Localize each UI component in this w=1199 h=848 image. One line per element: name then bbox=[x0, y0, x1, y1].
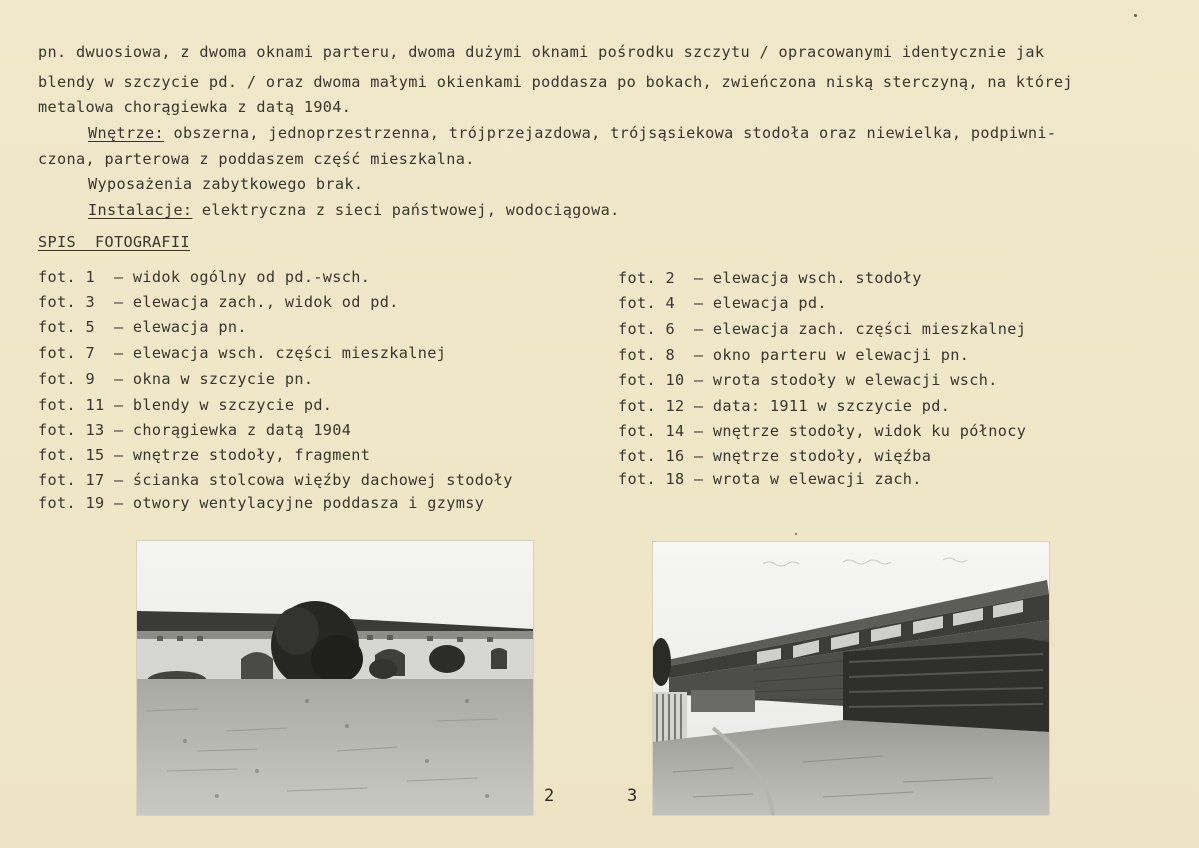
paragraph-line-1: pn. dwuosiowa, z dwoma oknami parteru, dwoma dużymi oknami pośrodku szczytu / opracowanymi identycznie jak bbox=[38, 43, 1045, 61]
photo-list-item: fot. 10 – wrota stodoły w elewacji wsch. bbox=[618, 371, 998, 389]
photo-list-item: fot. 4 – elewacja pd. bbox=[618, 294, 827, 312]
photo-list-item: fot. 6 – elewacja zach. części mieszkalnej bbox=[618, 320, 1027, 338]
interior-label: Wnętrze: bbox=[88, 124, 164, 142]
photo-barn-west-elevation bbox=[652, 541, 1050, 816]
photo-barn-general-view bbox=[136, 540, 534, 816]
photo-list-item: fot. 16 – wnętrze stodoły, więźba bbox=[618, 447, 932, 465]
photo-list-item: fot. 1 – widok ogólny od pd.-wsch. bbox=[38, 268, 371, 286]
photo-list-item: fot. 18 – wrota w elewacji zach. bbox=[618, 470, 922, 488]
paper-speck bbox=[795, 533, 797, 535]
interior-text: obszerna, jednoprzestrzenna, trójprzejazdowa, trójsąsiekowa stodoła oraz niewielka, podpiwni- bbox=[163, 124, 1057, 142]
interior-line-2: czona, parterowa z poddaszem część mieszkalna. bbox=[38, 150, 475, 168]
interior-line-1 bbox=[88, 124, 1056, 142]
photo-3-image bbox=[653, 542, 1049, 815]
photo-list-item: fot. 8 – okno parteru w elewacji pn. bbox=[618, 346, 970, 364]
photo-list-item: fot. 13 – chorągiewka z datą 1904 bbox=[38, 421, 352, 439]
photo-list-item: fot. 7 – elewacja wsch. części mieszkalnej bbox=[38, 344, 447, 362]
photo-list-item: fot. 5 – elewacja pn. bbox=[38, 318, 247, 336]
photo-list-item: fot. 11 – blendy w szczycie pd. bbox=[38, 396, 333, 414]
photo-list-item: fot. 9 – okna w szczycie pn. bbox=[38, 370, 314, 388]
photo-number-2: 2 bbox=[544, 786, 555, 806]
paragraph-line-2: blendy w szczycie pd. / oraz dwoma małymi okienkami poddasza po bokach, zwieńczona niską sterczyną, na której bbox=[38, 73, 1073, 91]
photo-list-item: fot. 3 – elewacja zach., widok od pd. bbox=[38, 293, 399, 311]
equipment-line: Wyposażenia zabytkowego brak. bbox=[88, 175, 364, 193]
installations-label: Instalacje: bbox=[88, 201, 193, 219]
installations-text: elektryczna z sieci państwowej, wodociągowa. bbox=[192, 201, 620, 219]
photo-2-image bbox=[137, 541, 533, 815]
photo-list-item: fot. 15 – wnętrze stodoły, fragment bbox=[38, 446, 371, 464]
photo-list-item: fot. 2 – elewacja wsch. stodoły bbox=[618, 269, 922, 287]
paragraph-line-3: metalowa chorągiewka z datą 1904. bbox=[38, 98, 352, 116]
photo-list-item: fot. 14 – wnętrze stodoły, widok ku północy bbox=[618, 422, 1027, 440]
photo-list-heading: SPIS FOTOGRAFII bbox=[38, 233, 190, 251]
installations-line bbox=[88, 201, 620, 219]
photo-list-item: fot. 17 – ścianka stolcowa więźby dachowej stodoły bbox=[38, 471, 513, 489]
photo-number-3: 3 bbox=[627, 786, 638, 806]
photo-list-item: fot. 19 – otwory wentylacyjne poddasza i gzymsy bbox=[38, 494, 485, 512]
paper-speck bbox=[1134, 14, 1137, 17]
photo-list-item: fot. 12 – data: 1911 w szczycie pd. bbox=[618, 397, 951, 415]
